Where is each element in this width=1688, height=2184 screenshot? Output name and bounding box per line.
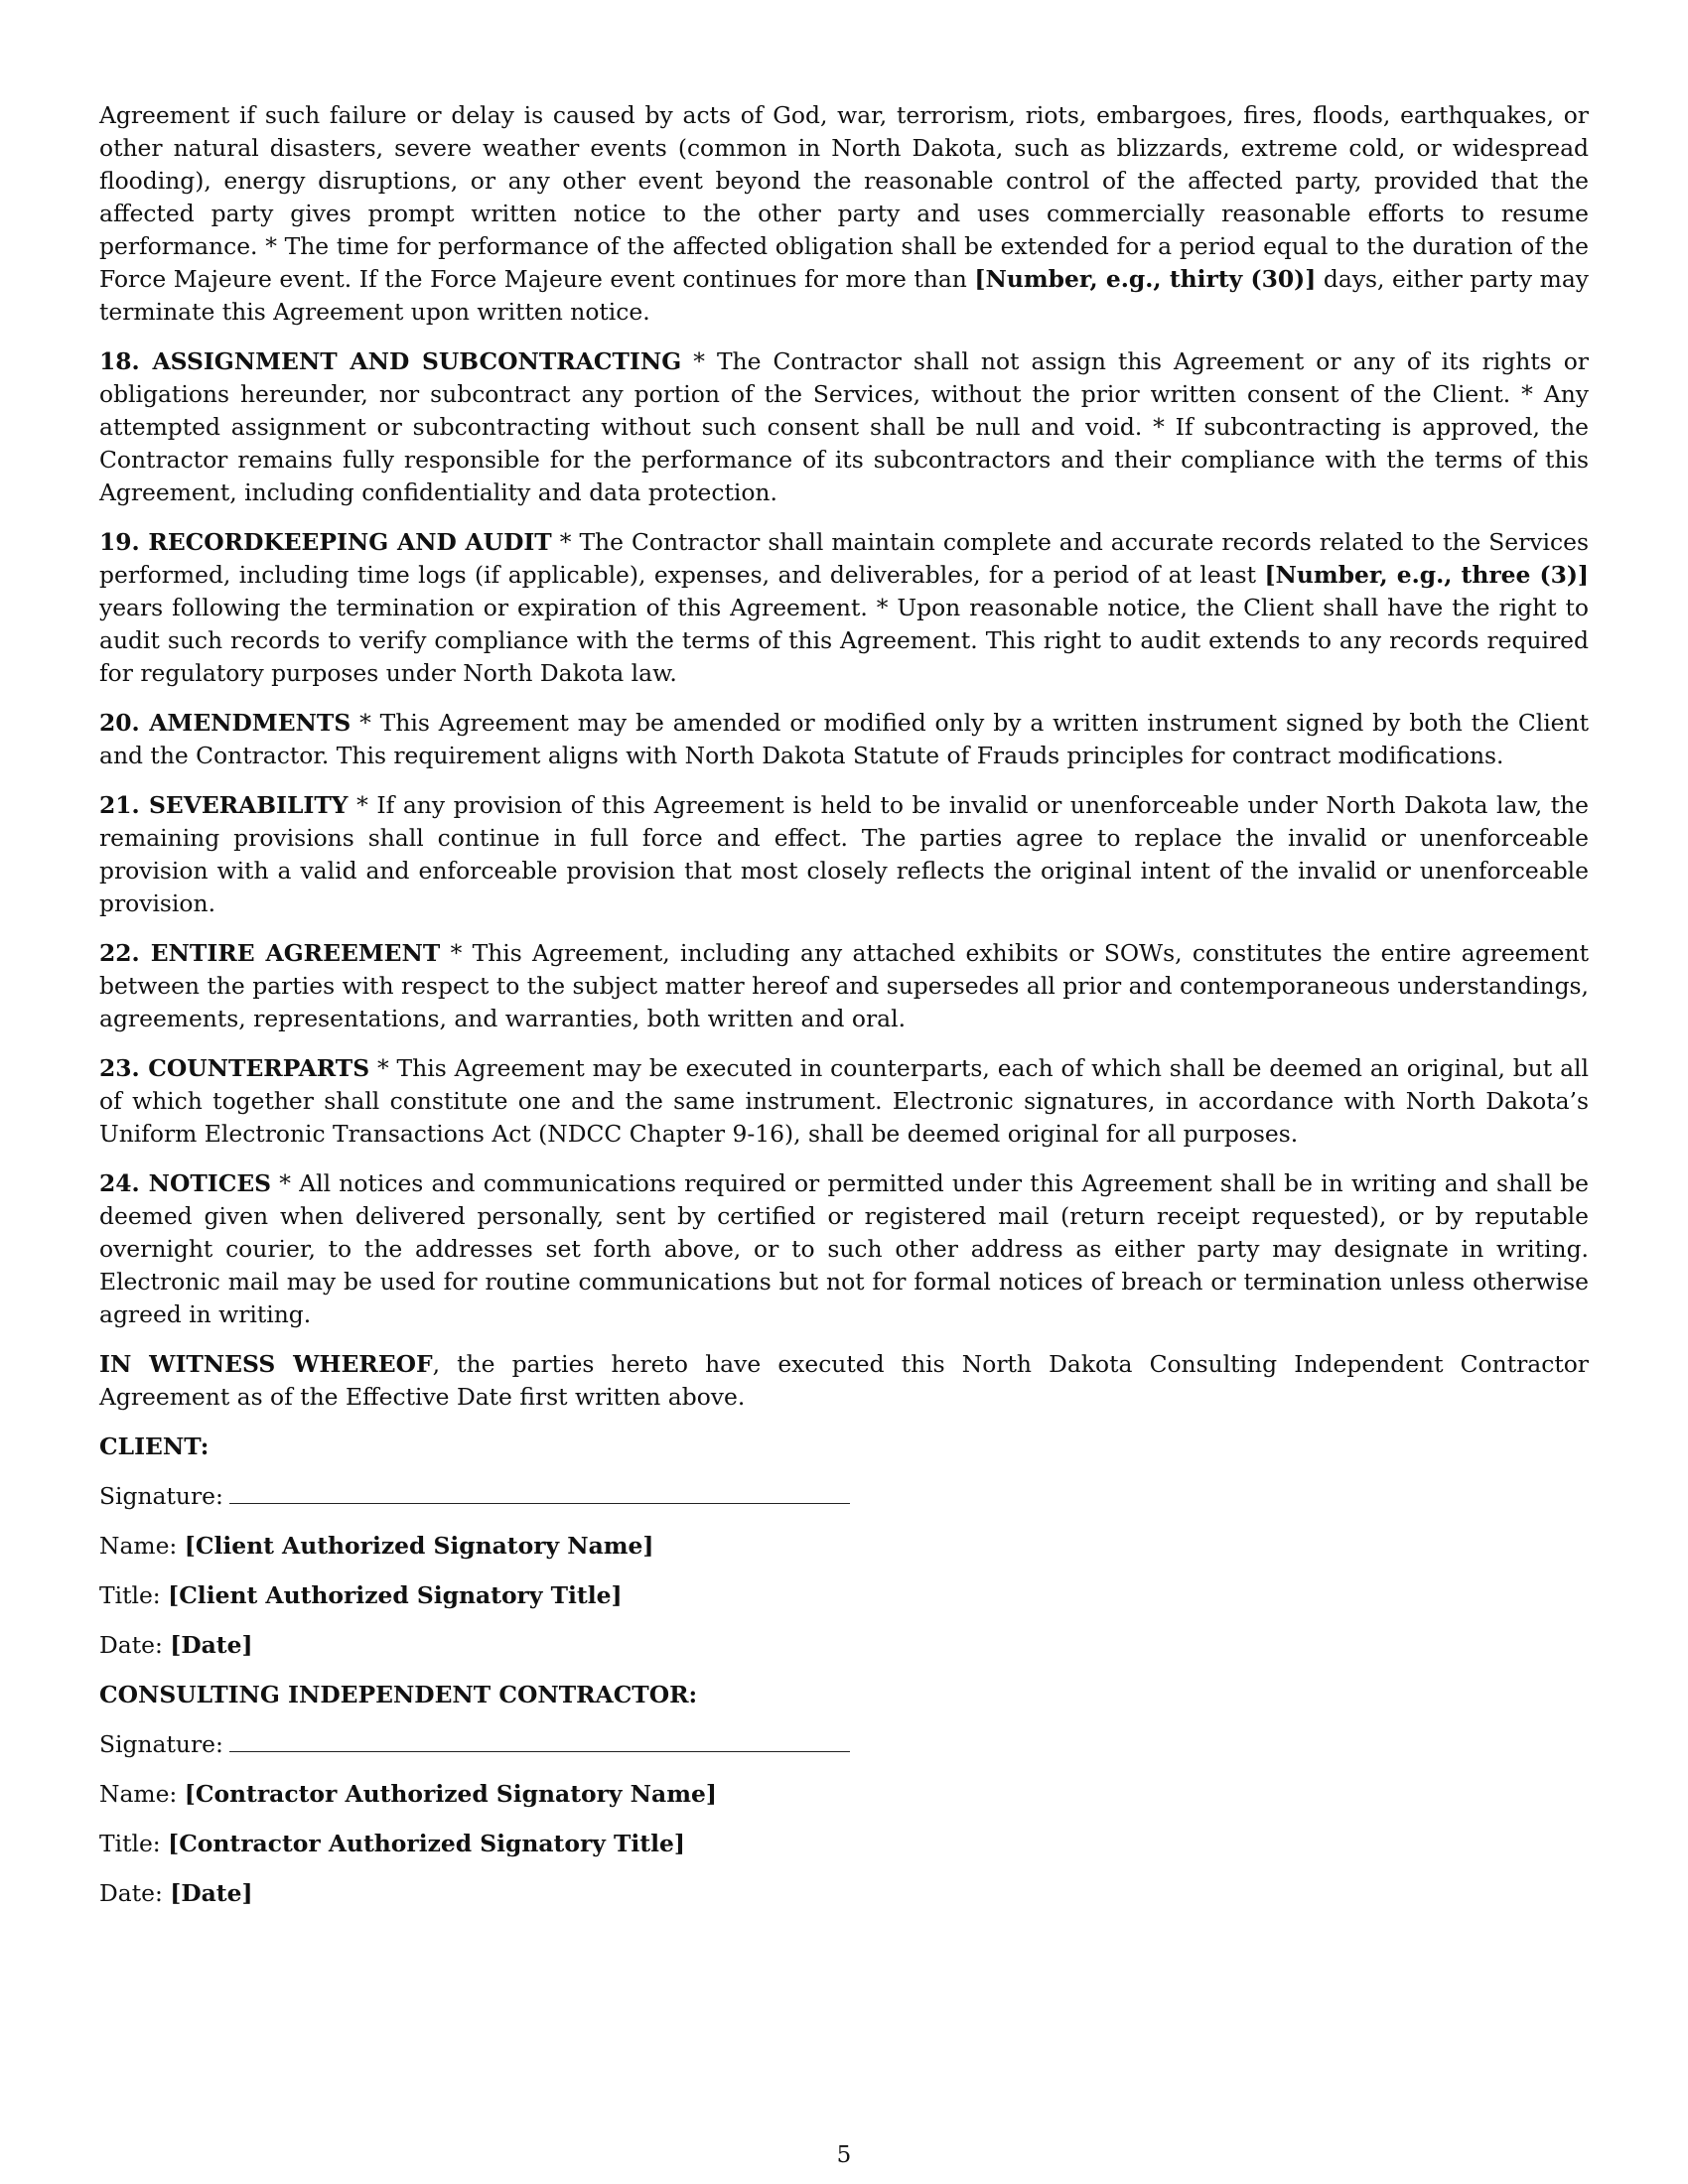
clause-17-continuation: Agreement if such failure or delay is caused by acts of God, war, terrorism, riots, embargoes, fires, floods, earthquakes, or other natural disasters, severe weather events (common in North Dakota, such as blizzards, extreme cold, or widespread flooding), energy disruptions, or any other event beyond the reasonable control of the affected party, provided that the affected party gives prompt written notice to the other party and uses commercially reasonable efforts to resume performance. * The time for performance of the affected obligation shall be extended for a period equal to the duration of the Force Majeure event. If the Force Majeure event continues for more than [Number, e.g., thirty (30)] days, either party may terminate this Agreement upon written notice. (99, 101, 1589, 326)
clause-18: 18. ASSIGNMENT AND SUBCONTRACTING * The Contractor shall not assign this Agreement or any of its rights or obligations hereunder, nor subcontract any portion of the Services, without the prior written consent of the Client. * Any attempted assignment or subcontracting without such consent shall be null and void. * If subcontracting is approved, the Contractor remains fully responsible for the performance of its subcontractors and their compliance with the terms of this Agreement, including confidentiality and data protection. (99, 347, 1589, 506)
contractor-title-row: Title: [Contractor Authorized Signatory Title] (99, 1830, 685, 1857)
client-block-label: CLIENT: (99, 1433, 210, 1460)
clause-19: 19. RECORDKEEPING AND AUDIT * The Contractor shall maintain complete and accurate records related to the Services performed, including time logs (if applicable), expenses, and deliverables, for a period of at least [Number, e.g., three (3)] years following the termination or expiration of this Agreement. * Upon reasonable notice, the Client shall have the right to audit such records to verify compliance with the terms of this Agreement. This right to audit extends to any records required for regulatory purposes under North Dakota law. (99, 528, 1589, 687)
clause-20: 20. AMENDMENTS * This Agreement may be amended or modified only by a written instrument signed by both the Client and the Contractor. This requirement aligns with North Dakota Statute of Frauds principles for contract modifications. (99, 709, 1589, 769)
document-page (99, 99, 1589, 1927)
client-name-row: Name: [Client Authorized Signatory Name] (99, 1532, 654, 1560)
clause-24: 24. NOTICES * All notices and communications required or permitted under this Agreement shall be in writing and shall be deemed given when delivered personally, sent by certified or registered mail (return receipt requested), or by reputable overnight courier, to the addresses set forth above, or to such other address as either party may designate in writing. Electronic mail may be used for routine communications but not for formal notices of breach or termination unless otherwise agreed in writing. (99, 1169, 1589, 1328)
client-signature-line[interactable] (229, 1481, 850, 1504)
contractor-date-row: Date: [Date] (99, 1879, 253, 1907)
clause-heading: 21. SEVERABILITY (99, 791, 349, 819)
clause-21: 21. SEVERABILITY * If any provision of this Agreement is held to be invalid or unenforceable under North Dakota law, the remaining provisions shall continue in full force and effect. The parties agree to replace the invalid or unenforceable provision with a valid and enforceable provision that most closely reflects the original intent of the invalid or unenforceable provision. (99, 791, 1590, 917)
client-date-row: Date: [Date] (99, 1631, 253, 1659)
contractor-signature-row: Signature: (99, 1728, 1589, 1761)
clause-heading: 18. ASSIGNMENT AND SUBCONTRACTING (99, 347, 682, 375)
client-title-row: Title: [Client Authorized Signatory Title] (99, 1581, 623, 1609)
clause-22: 22. ENTIRE AGREEMENT * This Agreement, including any attached exhibits or SOWs, constitutes the entire agreement between the parties with respect to the subject matter hereof and supersedes all prior and contemporaneous understandings, agreements, representations, and warranties, both written and oral. (99, 939, 1589, 1032)
contractor-signature-line[interactable] (229, 1729, 850, 1752)
clause-heading: 19. RECORDKEEPING AND AUDIT (99, 528, 552, 556)
page-number: 5 (836, 2142, 852, 2168)
placeholder-years: [Number, e.g., three (3)] (1264, 561, 1589, 589)
clause-heading: 22. ENTIRE AGREEMENT (99, 939, 441, 967)
placeholder-days: [Number, e.g., thirty (30)] (974, 265, 1317, 293)
clause-heading: 24. NOTICES (99, 1169, 272, 1197)
witness-statement: IN WITNESS WHEREOF, the parties hereto have executed this North Dakota Consulting Independent Contractor Agreement as of the Effective Date first written above. (99, 1350, 1589, 1411)
contractor-name-row: Name: [Contractor Authorized Signatory Name] (99, 1780, 717, 1808)
clause-heading: 23. COUNTERPARTS (99, 1054, 370, 1082)
client-signature-row: Signature: (99, 1480, 1589, 1513)
contractor-block-label: CONSULTING INDEPENDENT CONTRACTOR: (99, 1681, 698, 1708)
clause-23: 23. COUNTERPARTS * This Agreement may be executed in counterparts, each of which shall be deemed an original, but all of which together shall constitute one and the same instrument. Electronic signatures, in accordance with North Dakota’s Uniform Electronic Transactions Act (NDCC Chapter 9-16), shall be deemed original for all purposes. (99, 1054, 1589, 1148)
clause-heading: 20. AMENDMENTS (99, 709, 352, 737)
